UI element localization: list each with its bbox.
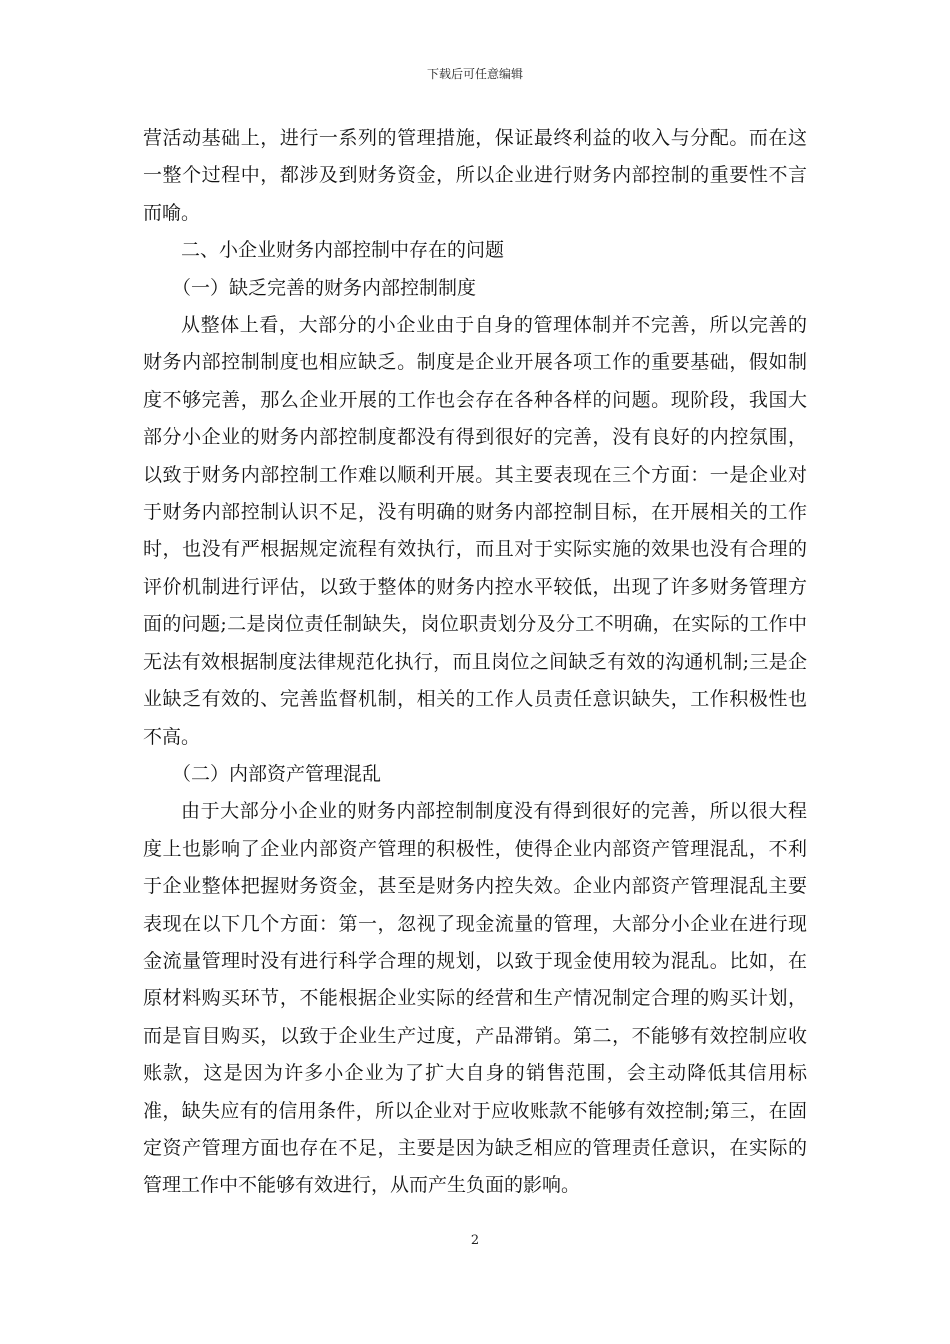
subsection-1-paragraph: 从整体上看，大部分的小企业由于自身的管理体制并不完善，所以完善的财务内部控制制度也相应缺乏。制度是企业开展各项工作的重要基础，假如制度不够完善，那么企业开展的工作也会存在各种各样的问题。现阶段，我国大部分小企业的财务内部控制度都没有得到很好的完善，没有良好的内控氛围，以致于财务内部控制工作难以顺利开展。其主要表现在三个方面：一是企业对于财务内部控制认识不足，没有明确的财务内部控制目标，在开展相关的工作时，也没有严根据规定流程有效执行，而且对于实际实施的效果也没有合理的评价机制进行评估，以致于整体的财务内控水平较低，出现了许多财务管理方面的问题;二是岗位责任制缺失，岗位职责划分及分工不明确，在实际的工作中无法有效根据制度法律规范化执行，而且岗位之间缺乏有效的沟通机制;三是企业缺乏有效的、完善监督机制，相关的工作人员责任意识缺失，工作积极性也不高。 xyxy=(143,314,807,748)
subsection-1-heading: （一）缺乏完善的财务内部控制制度 xyxy=(172,276,477,299)
paragraph-intro-continued: 营活动基础上，进行一系列的管理措施，保证最终利益的收入与分配。而在这一整个过程中，都涉及到财务资金，所以企业进行财务内部控制的重要性不言而喻。 xyxy=(143,127,807,224)
page-header: 下载后可任意编辑 xyxy=(426,67,523,81)
subsection-2-heading: （二）内部资产管理混乱 xyxy=(172,762,382,785)
subsection-2-paragraph: 由于大部分小企业的财务内部控制制度没有得到很好的完善，所以很大程度上也影响了企业内部资产管理的积极性，使得企业内部资产管理混乱，不利于企业整体把握财务资金，甚至是财务内控失效。企业内部资产管理混乱主要表现在以下几个方面：第一，忽视了现金流量的管理，大部分小企业在进行现金流量管理时没有进行科学合理的规划，以致于现金使用较为混乱。比如，在原材料购买环节，不能根据企业实际的经营和生产情况制定合理的购买计划，而是盲目购买，以致于企业生产过度，产品滞销。第二，不能够有效控制应收账款，这是因为许多小企业为了扩大自身的销售范围，会主动降低其信用标准，缺失应有的信用条件，所以企业对于应收账款不能够有效控制;第三，在固定资产管理方面也存在不足，主要是因为缺乏相应的管理责任意识，在实际的管理工作中不能够有效进行，从而产生负面的影响。 xyxy=(143,800,807,1197)
section-heading: 二、小企业财务内部控制中存在的问题 xyxy=(181,239,505,262)
page-number: 2 xyxy=(470,1233,480,1248)
document-body xyxy=(143,120,807,1205)
